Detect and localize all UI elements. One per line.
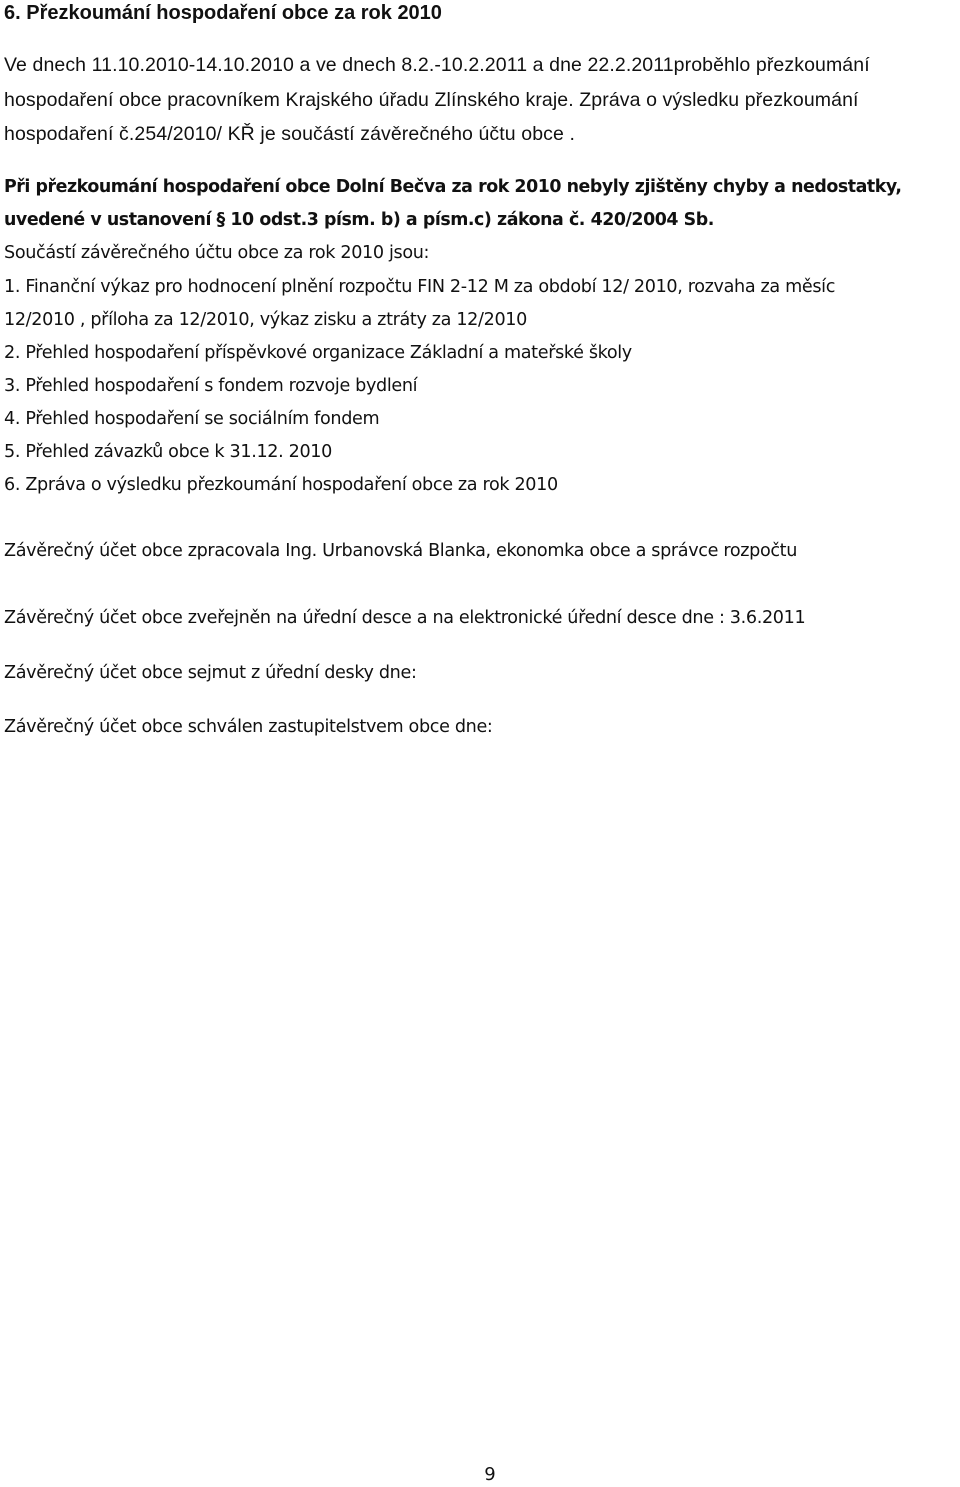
intro-line-1: Ve dnech 11.10.2010-14.10.2010 a ve dnech 8.2.-10.2.2011 a dne 22.2.2011proběhlo přezkoumání [4,54,870,76]
finding-line-2: uvedené v ustanovení § 10 odst.3 písm. b) a písm.c) zákona č. 420/2004 Sb. [4,210,714,230]
list-item-1-line-1: 1. Finanční výkaz pro hodnocení plnění rozpočtu FIN 2-12 M za období 12/ 2010, rozvaha za měsíc [4,277,836,297]
list-item-6: 6. Zpráva o výsledku přezkoumání hospodaření obce za rok 2010 [4,475,558,495]
closing-published: Závěrečný účet obce zveřejněn na úřední desce a na elektronické úřední desce dne : 3.6.2011 [4,608,806,628]
intro-line-2: hospodaření obce pracovníkem Krajského úřadu Zlínského kraje. Zpráva o výsledku přezkoumání [4,89,859,111]
closing-removed: Závěrečný účet obce sejmut z úřední desky dne: [4,663,417,683]
list-item-1-line-2: 12/2010 , příloha za 12/2010, výkaz zisku a ztráty za 12/2010 [4,310,527,330]
list-item-3: 3. Přehled hospodaření s fondem rozvoje bydlení [4,376,418,396]
page-number: 9 [484,1464,496,1485]
section-heading: 6. Přezkoumání hospodaření obce za rok 2010 [4,2,442,24]
closing-prepared-by: Závěrečný účet obce zpracovala Ing. Urbanovská Blanka, ekonomka obce a správce rozpočtu [4,541,798,561]
list-item-5: 5. Přehled závazků obce k 31.12. 2010 [4,442,332,462]
closing-approved: Závěrečný účet obce schválen zastupitelstvem obce dne: [4,717,493,737]
list-item-4: 4. Přehled hospodaření se sociálním fondem [4,409,380,429]
list-intro: Součástí závěrečného účtu obce za rok 2010 jsou: [4,243,430,263]
list-item-2: 2. Přehled hospodaření příspěvkové organizace Základní a mateřské školy [4,343,632,363]
finding-line-1: Při přezkoumání hospodaření obce Dolní Bečva za rok 2010 nebyly zjištěny chyby a nedostatky, [4,177,902,197]
intro-line-3: hospodaření č.254/2010/ KŘ je součástí závěrečného účtu obce . [4,123,575,145]
